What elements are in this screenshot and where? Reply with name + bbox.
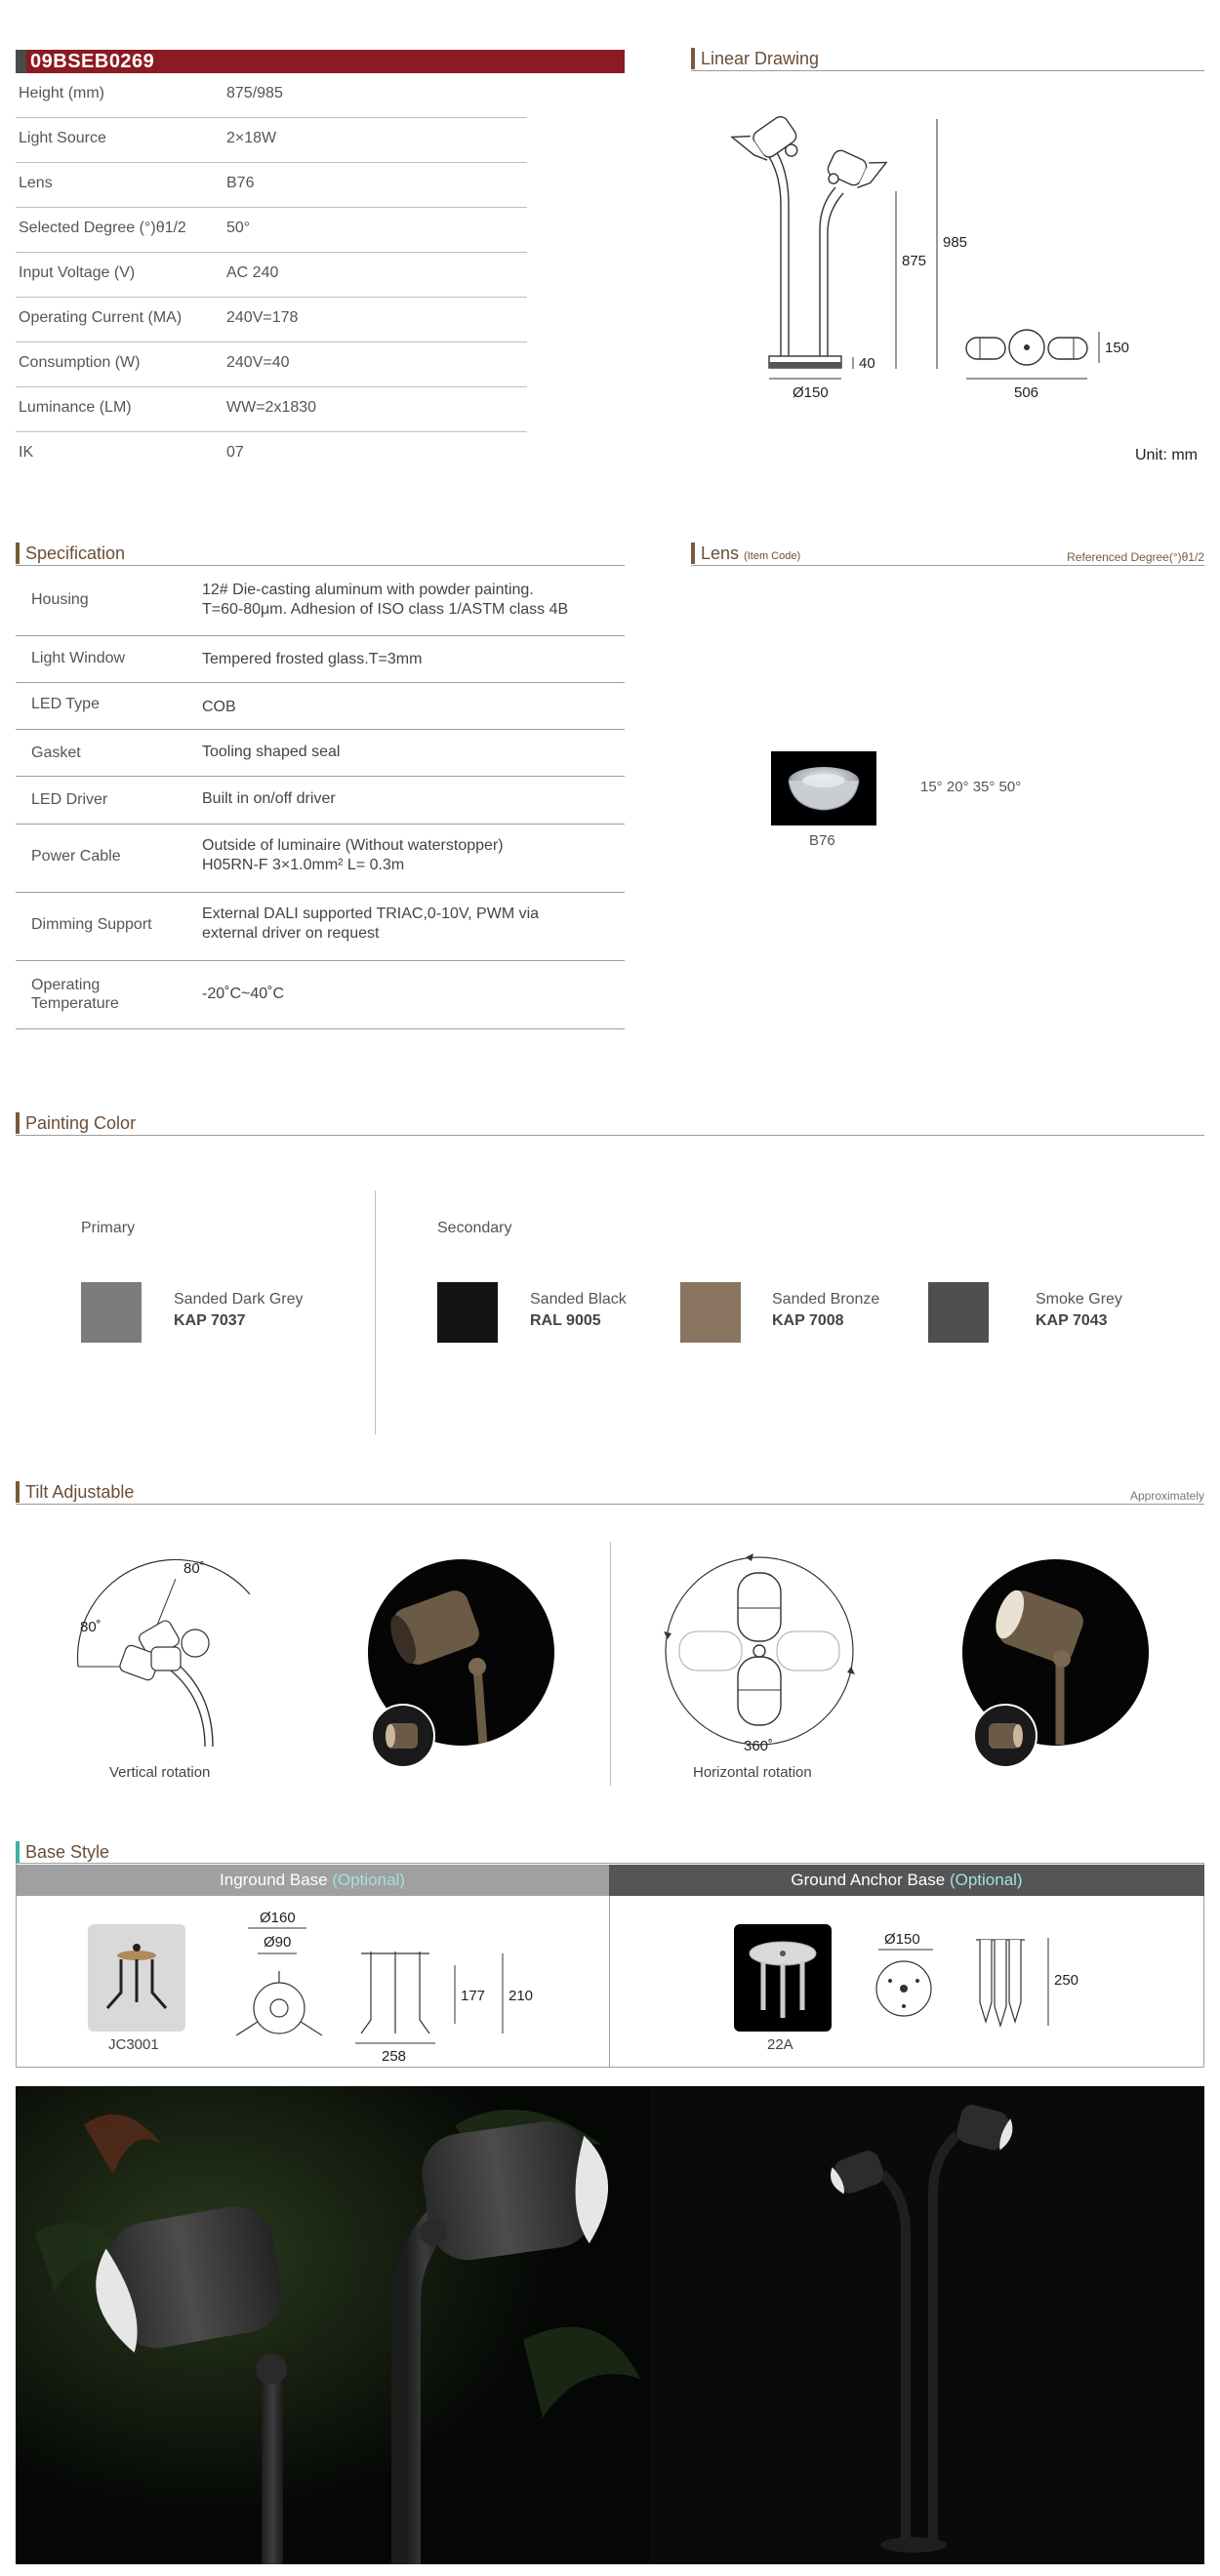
param-row [16, 342, 527, 387]
base-style-header [16, 1841, 1204, 1865]
inground-base-drawing [224, 1903, 556, 2069]
inground-base-image [88, 1924, 185, 2032]
vertical-angle-a: 80˚ [183, 1560, 205, 1577]
section-title: Base Style [25, 1842, 110, 1862]
param-value: B76 [226, 175, 255, 191]
painting-color-header [16, 1112, 1204, 1136]
spec-row [16, 961, 625, 1029]
spec-row [16, 777, 625, 825]
spec-row [16, 683, 625, 730]
color-name [1036, 1289, 1122, 1332]
spec-value-line: H05RN-F 3×1.0mm² L= 0.3m [202, 857, 405, 873]
inground-base-code: JC3001 [108, 2036, 159, 2053]
color-name-text: Smoke Grey [1036, 1291, 1122, 1308]
param-label: Consumption (W) [19, 354, 141, 371]
lens-image [771, 751, 876, 825]
vertical-rotation-label: Vertical rotation [109, 1764, 211, 1781]
param-value: 240V=40 [226, 354, 290, 371]
color-swatch-sanded-black [437, 1282, 498, 1343]
lens-degrees: 15° 20° 35° 50° [920, 779, 1022, 795]
spec-row [16, 825, 625, 893]
spec-label: Power Cable [31, 848, 121, 865]
param-row [16, 73, 527, 118]
color-code: KAP 7008 [772, 1312, 844, 1329]
tilt-adjustable-header [16, 1481, 1204, 1505]
dim-height-875: 875 [902, 253, 927, 269]
header-accent-bar [691, 48, 695, 69]
param-label: Height (mm) [19, 85, 105, 101]
color-swatch-smoke-grey [928, 1282, 989, 1343]
color-name [772, 1289, 879, 1332]
linear-drawing [691, 98, 1204, 420]
param-value: WW=2x1830 [226, 399, 317, 416]
approximately-label: Approximately [1129, 1489, 1204, 1503]
ground-anchor-base-icon [734, 1924, 832, 2032]
section-title: Linear Drawing [701, 49, 820, 68]
horizontal-rotation-inset [973, 1704, 1037, 1768]
secondary-label: Secondary [437, 1220, 512, 1236]
dim-inground-d90: Ø90 [264, 1934, 292, 1951]
param-value: 875/985 [226, 85, 283, 101]
vertical-rotation-inset [371, 1704, 435, 1768]
spec-value: -20˚C~40˚C [202, 986, 285, 1002]
spec-value: Built in on/off driver [202, 790, 336, 807]
param-label: Operating Current (MA) [19, 309, 183, 326]
param-value: 50° [226, 220, 251, 236]
param-label: Lens [19, 175, 53, 191]
spec-value: Tooling shaped seal [202, 744, 341, 760]
ground-anchor-base-label: Ground Anchor Base [791, 1871, 946, 1889]
spec-label: Light Window [31, 650, 126, 666]
dim-base-height: 40 [859, 355, 875, 372]
horizontal-rotation-label: Horizontal rotation [693, 1764, 812, 1781]
lens-code: B76 [809, 832, 835, 849]
param-row [16, 163, 527, 208]
header-accent-bar [691, 543, 695, 564]
spec-value [202, 905, 539, 944]
dim-height-985: 985 [943, 234, 968, 251]
param-row [16, 298, 527, 342]
spec-label: Dimming Support [31, 916, 152, 933]
spec-value-line: Outside of luminaire (Without waterstopper) [202, 837, 504, 854]
spec-value-line: T=60-80μm. Adhesion of ISO class 1/ASTM class 4B [202, 601, 569, 618]
base-divider [609, 1896, 610, 2068]
spec-row [16, 568, 625, 636]
color-name [530, 1289, 627, 1332]
horizontal-angle: 360˚ [744, 1738, 774, 1754]
fixture-inset-icon [373, 1706, 433, 1766]
lens-icon [771, 751, 876, 825]
param-row [16, 432, 527, 477]
section-title: Tilt Adjustable [25, 1482, 135, 1502]
spec-label-line: Temperature [31, 995, 119, 1012]
dim-inground-d160: Ø160 [260, 1910, 296, 1926]
color-name-text: Sanded Bronze [772, 1291, 880, 1308]
spec-label: Gasket [31, 745, 81, 761]
lens-title: Lens [701, 543, 740, 563]
spec-row [16, 893, 625, 961]
spec-value [202, 836, 504, 875]
specification-header [16, 543, 625, 566]
dim-anchor-height: 250 [1054, 1972, 1079, 1989]
color-divider [375, 1190, 376, 1434]
linear-drawing-header [691, 48, 1204, 71]
spec-label [31, 976, 119, 1013]
param-row [16, 387, 527, 432]
section-title: Specification [25, 543, 126, 563]
dim-inground-h210: 210 [508, 1988, 534, 2004]
ground-anchor-base-image [734, 1924, 832, 2032]
product-photo-illustration [16, 2086, 1204, 2564]
product-code: 09BSEB0269 [30, 51, 155, 72]
param-label: Selected Degree (°)θ1/2 [19, 220, 186, 236]
color-code: KAP 7043 [1036, 1312, 1108, 1329]
spec-row [16, 636, 625, 683]
spec-value-line: External DALI supported TRIAC,0-10V, PWM via [202, 906, 540, 922]
color-code: RAL 9005 [530, 1312, 601, 1329]
ground-anchor-base-header [609, 1865, 1204, 1896]
vertical-rotation-diagram [59, 1550, 273, 1759]
header-accent-bar [16, 1112, 20, 1134]
product-photo [16, 2086, 1204, 2564]
color-name [174, 1289, 304, 1332]
ground-anchor-base-code: 22A [767, 2036, 793, 2053]
dim-inground-width: 258 [382, 2048, 407, 2065]
spec-value [202, 581, 568, 620]
spec-label: Housing [31, 591, 89, 608]
color-name-text: Sanded Black [530, 1291, 627, 1308]
spec-value-line: 12# Die-casting aluminum with powder painting. [202, 582, 534, 598]
param-label: Input Voltage (V) [19, 264, 136, 281]
color-swatch-sanded-dark-grey [81, 1282, 142, 1343]
inground-base-header [16, 1865, 609, 1896]
horizontal-rotation-diagram [660, 1550, 865, 1754]
color-swatch-sanded-bronze [680, 1282, 741, 1343]
section-title: Painting Color [25, 1113, 137, 1133]
product-title-bar [16, 50, 625, 73]
spec-value-line: external driver on request [202, 925, 380, 942]
primary-label: Primary [81, 1220, 136, 1236]
param-label: Luminance (LM) [19, 399, 132, 416]
spec-value: COB [202, 699, 236, 715]
param-value: 07 [226, 444, 244, 461]
spec-label: LED Type [31, 696, 100, 712]
param-value: 240V=178 [226, 309, 299, 326]
dim-top-width: 506 [1014, 384, 1039, 401]
header-accent-bar [16, 1481, 20, 1503]
vertical-angle-b: 80˚ [80, 1619, 102, 1635]
spec-label: LED Driver [31, 791, 108, 808]
optional-label: (Optional) [332, 1871, 405, 1889]
param-row [16, 253, 527, 298]
spec-row [16, 730, 625, 777]
dim-top-height: 150 [1105, 340, 1130, 356]
tilt-divider [610, 1542, 611, 1786]
inground-base-icon [88, 1924, 185, 2032]
lens-subtitle: (Item Code) [744, 550, 801, 562]
param-row [16, 208, 527, 253]
spec-value: Tempered frosted glass.T=3mm [202, 651, 423, 667]
param-label: Light Source [19, 130, 106, 146]
ground-anchor-base-drawing [859, 1924, 1093, 2041]
dim-inground-h177: 177 [461, 1988, 486, 2004]
fixture-inset-icon [975, 1706, 1036, 1766]
optional-label: (Optional) [949, 1871, 1023, 1889]
param-value: 2×18W [226, 130, 277, 146]
param-label: IK [19, 444, 34, 461]
param-value: AC 240 [226, 264, 279, 281]
spec-label-line: Operating [31, 977, 101, 993]
dim-base-diameter: Ø150 [793, 384, 829, 401]
inground-base-label: Inground Base [220, 1871, 328, 1889]
dim-anchor-diameter: Ø150 [884, 1931, 920, 1948]
header-accent-bar [16, 1841, 20, 1863]
color-code: KAP 7037 [174, 1312, 246, 1329]
section-title [701, 543, 800, 564]
header-accent-bar [16, 543, 20, 564]
color-name-text: Sanded Dark Grey [174, 1291, 304, 1308]
lens-header [691, 543, 1204, 566]
param-row [16, 118, 527, 163]
lens-referenced-degree-label: Referenced Degree(°)θ1/2 [1067, 550, 1204, 564]
unit-label: Unit: mm [1135, 447, 1198, 463]
